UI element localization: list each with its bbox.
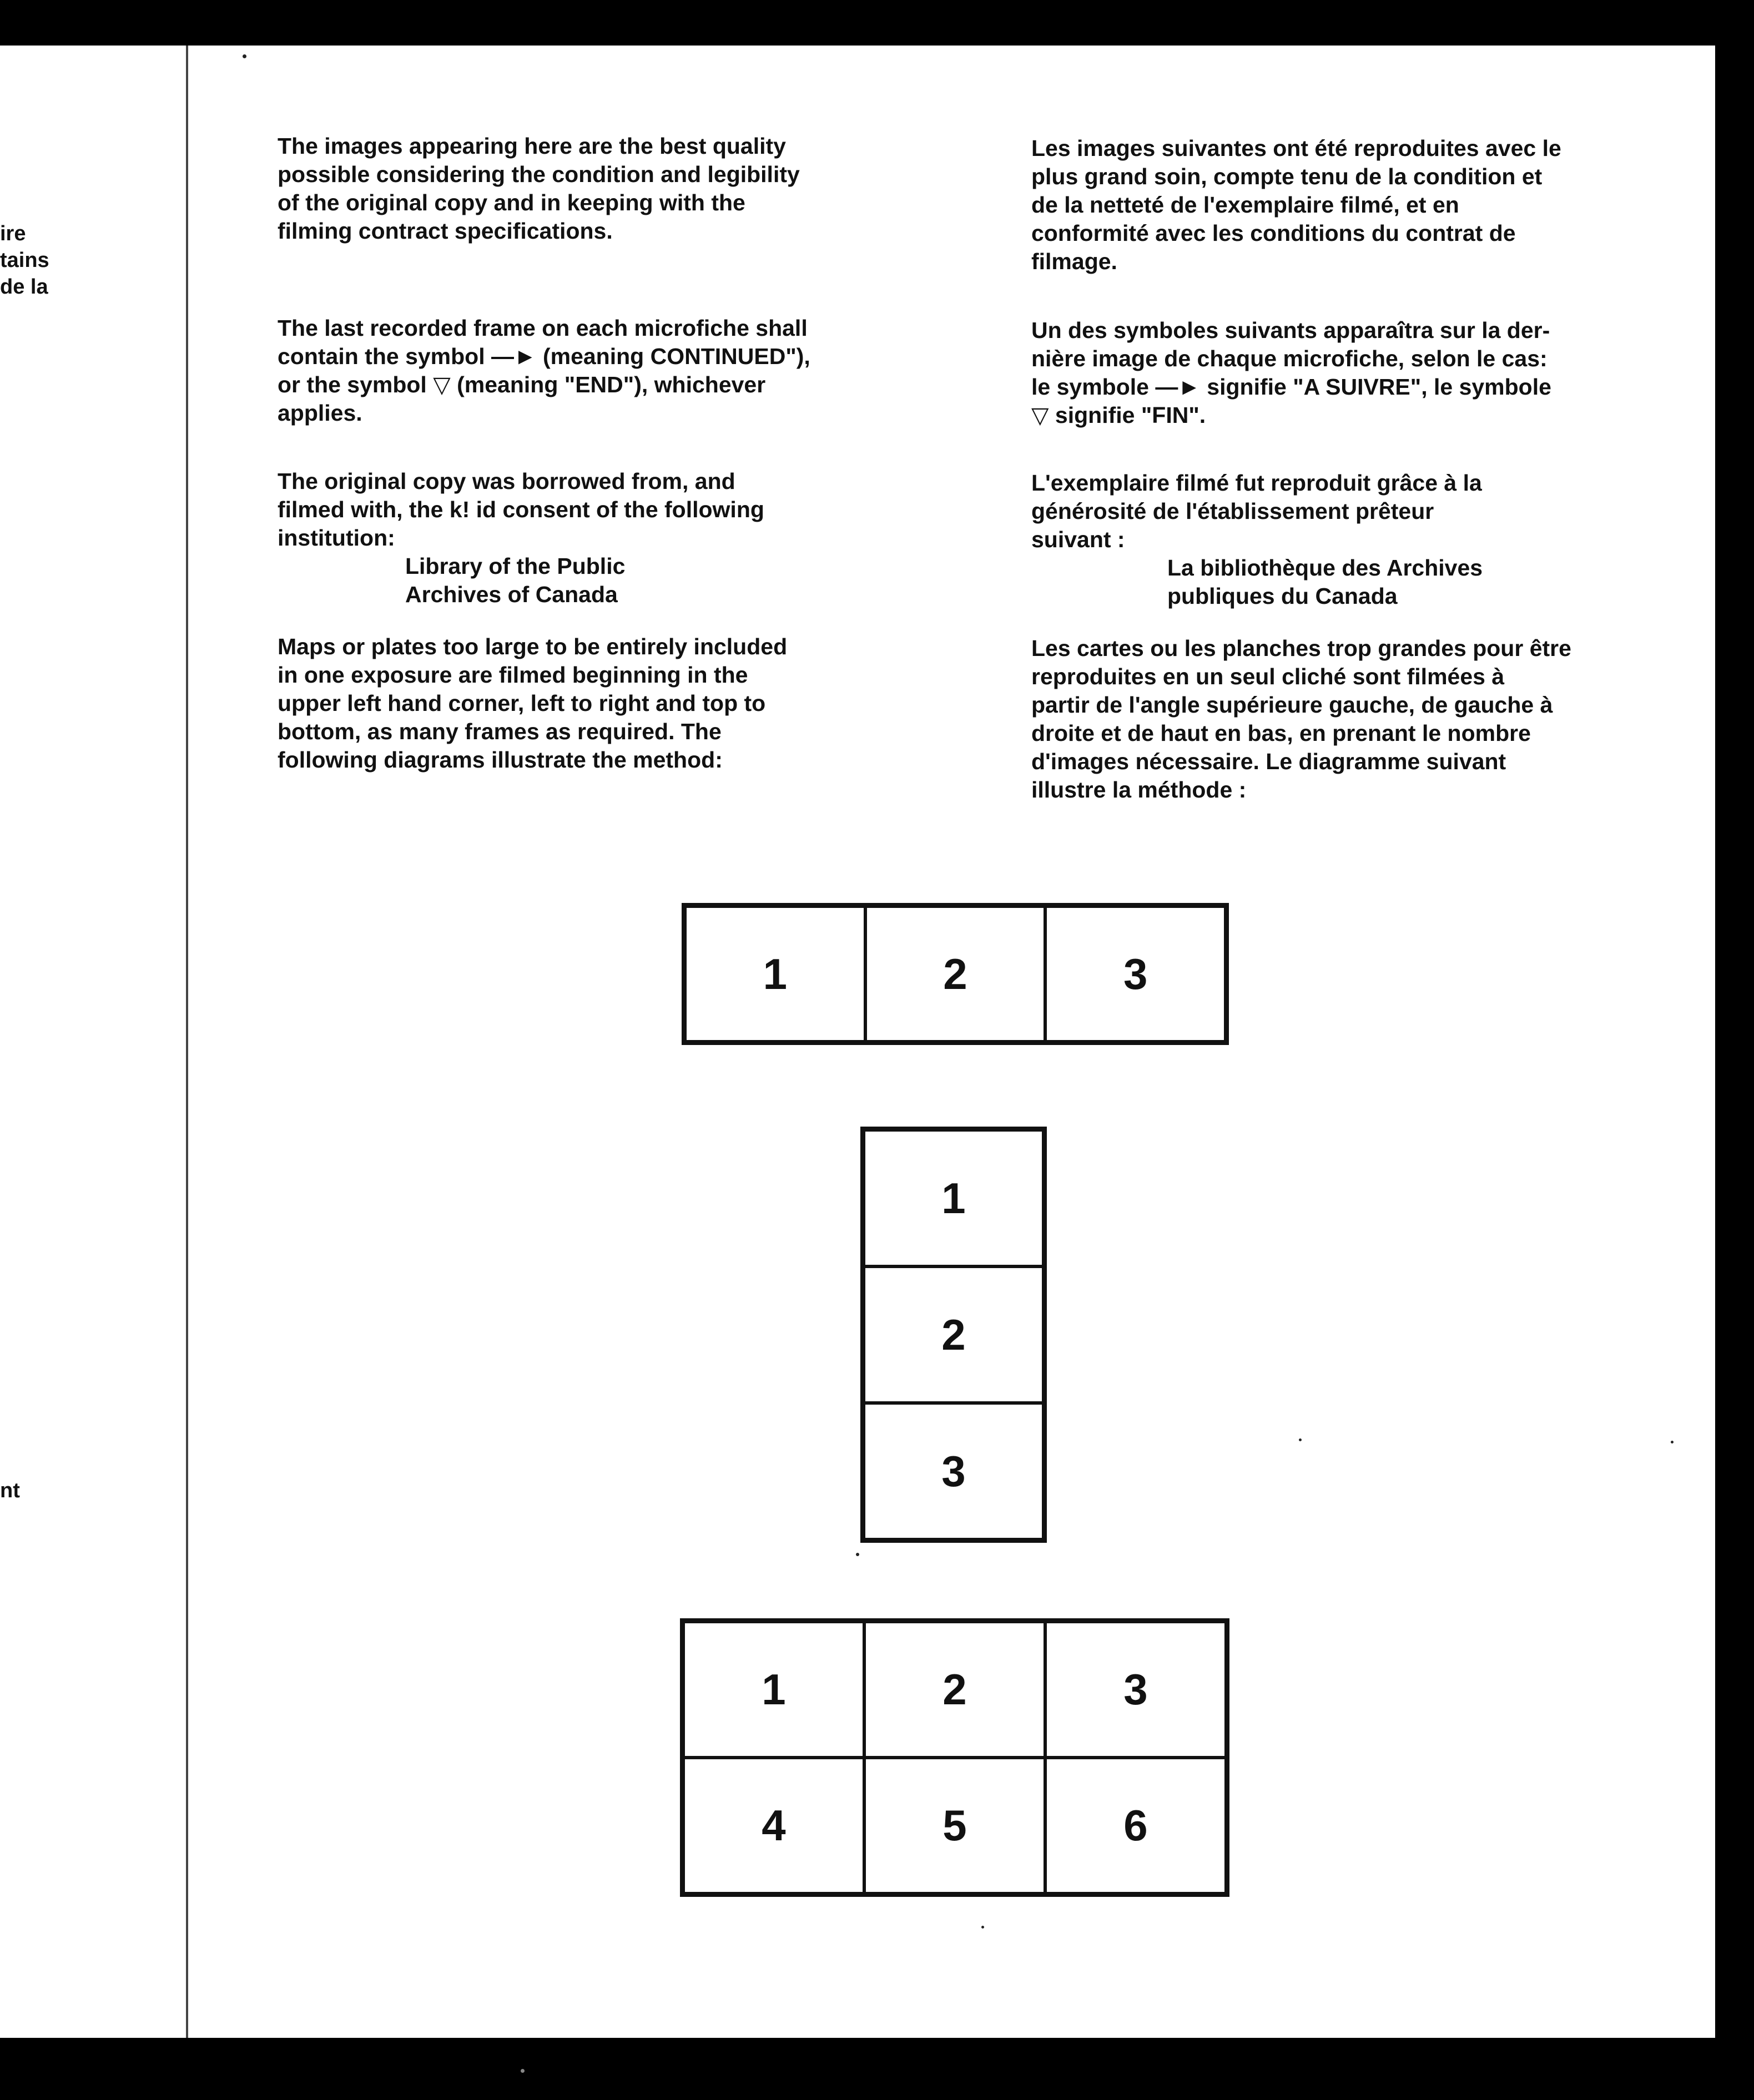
text-line: filmage. bbox=[1031, 249, 1117, 274]
frame-cell: 3 bbox=[864, 1403, 1044, 1539]
text-line: Les images suivantes ont été reproduites avec le bbox=[1031, 135, 1561, 161]
text-line: publiques du Canada bbox=[1167, 583, 1398, 609]
frame-cell: 2 bbox=[865, 906, 1046, 1042]
text-line: de la netteté de l'exemplaire filmé, et en bbox=[1031, 192, 1459, 218]
scan-speck bbox=[243, 54, 246, 58]
text-line: droite et de haut en bas, en prenant le nombre bbox=[1031, 720, 1531, 746]
text-line: Library of the Public bbox=[405, 553, 626, 579]
text-line: conformité avec les conditions du contrat de bbox=[1031, 220, 1516, 246]
diagram-column-of-three bbox=[860, 1127, 1047, 1543]
text-line: générosité de l'établissement prêteur bbox=[1031, 498, 1434, 524]
frame-cell: 1 bbox=[683, 1622, 864, 1758]
frame-cell: 3 bbox=[1045, 1622, 1226, 1758]
french-paragraph-institution bbox=[1031, 469, 1697, 610]
frame-cell: 4 bbox=[683, 1758, 864, 1894]
scan-speck bbox=[856, 1553, 859, 1556]
text-line: bottom, as many frames as required. The bbox=[278, 719, 722, 744]
text-line: L'exemplaire filmé fut reproduit grâce à la bbox=[1031, 470, 1482, 496]
text-line: following diagrams illustrate the method: bbox=[278, 747, 723, 773]
scan-speck bbox=[1299, 1438, 1302, 1441]
french-paragraph-symbols bbox=[1031, 316, 1697, 430]
scan-speck bbox=[521, 2069, 525, 2073]
text-line: le symbole —► signifie "A SUIVRE", le symbole bbox=[1031, 374, 1551, 400]
text-line: partir de l'angle supérieure gauche, de gauche à bbox=[1031, 692, 1553, 718]
sliver-line: de la bbox=[0, 275, 48, 299]
text-line: The images appearing here are the best quality bbox=[278, 133, 786, 159]
text-line: Archives of Canada bbox=[405, 582, 618, 607]
text-line: illustre la méthode : bbox=[1031, 777, 1247, 802]
text-line: ▽ signifie "FIN". bbox=[1031, 402, 1206, 428]
text-line: filming contract specifications. bbox=[278, 218, 613, 244]
diagram-row-of-three bbox=[682, 903, 1229, 1045]
french-paragraph-method bbox=[1031, 634, 1697, 804]
frame-cell: 2 bbox=[864, 1622, 1045, 1758]
text-line: nière image de chaque microfiche, selon le cas: bbox=[1031, 346, 1548, 371]
text-line: suivant : bbox=[1031, 527, 1125, 552]
text-line: plus grand soin, compte tenu de la condition et bbox=[1031, 164, 1543, 189]
scan-speck bbox=[1671, 1441, 1674, 1443]
text-line: The original copy was borrowed from, and bbox=[278, 468, 735, 494]
text-line: possible considering the condition and legibility bbox=[278, 161, 800, 187]
text-line: Un des symboles suivants apparaîtra sur la der- bbox=[1031, 317, 1550, 343]
text-line: reproduites en un seul cliché sont filmées à bbox=[1031, 664, 1505, 689]
text-line: Les cartes ou les planches trop grandes pour être bbox=[1031, 635, 1571, 661]
frame-cell: 1 bbox=[864, 1130, 1044, 1266]
text-line: filmed with, the k! id consent of the following bbox=[278, 497, 764, 522]
frame-cell: 1 bbox=[685, 906, 865, 1042]
sliver-line: nt bbox=[0, 1479, 20, 1502]
institution-name bbox=[278, 552, 933, 609]
frame-cell: 6 bbox=[1045, 1758, 1226, 1894]
english-paragraph-institution bbox=[278, 467, 933, 609]
text-line: Maps or plates too large to be entirely included bbox=[278, 634, 788, 659]
frame-cell: 3 bbox=[1045, 906, 1226, 1042]
sliver-line: ire bbox=[0, 222, 26, 245]
text-line: d'images nécessaire. Le diagramme suivant bbox=[1031, 749, 1506, 774]
text-line: of the original copy and in keeping with the bbox=[278, 190, 745, 215]
text-line: The last recorded frame on each microfiche shall bbox=[278, 315, 808, 341]
text-line: or the symbol ▽ (meaning "END"), whichever bbox=[278, 372, 766, 397]
diagram-grid-of-six bbox=[680, 1618, 1229, 1897]
english-paragraph-method bbox=[278, 633, 933, 774]
text-line: institution: bbox=[278, 525, 395, 551]
frame-cell: 5 bbox=[864, 1758, 1045, 1894]
french-paragraph-quality bbox=[1031, 134, 1697, 276]
sliver-line: tains bbox=[0, 249, 49, 272]
english-paragraph-symbols bbox=[278, 314, 933, 427]
sliver-fragment bbox=[0, 1477, 20, 1504]
english-column bbox=[278, 132, 933, 245]
text-line: upper left hand corner, left to right and top to bbox=[278, 690, 766, 716]
scan-speck bbox=[981, 1926, 984, 1929]
frame-cell: 2 bbox=[864, 1266, 1044, 1403]
text-line: contain the symbol —► (meaning CONTINUED"), bbox=[278, 344, 810, 369]
text-line: in one exposure are filmed beginning in the bbox=[278, 662, 748, 688]
text-line: La bibliothèque des Archives bbox=[1167, 555, 1483, 580]
english-paragraph-quality bbox=[278, 132, 933, 245]
sliver-fragment bbox=[0, 220, 49, 300]
institution-name bbox=[1031, 554, 1697, 610]
text-line: applies. bbox=[278, 400, 362, 426]
previous-page-edge bbox=[0, 46, 188, 2038]
